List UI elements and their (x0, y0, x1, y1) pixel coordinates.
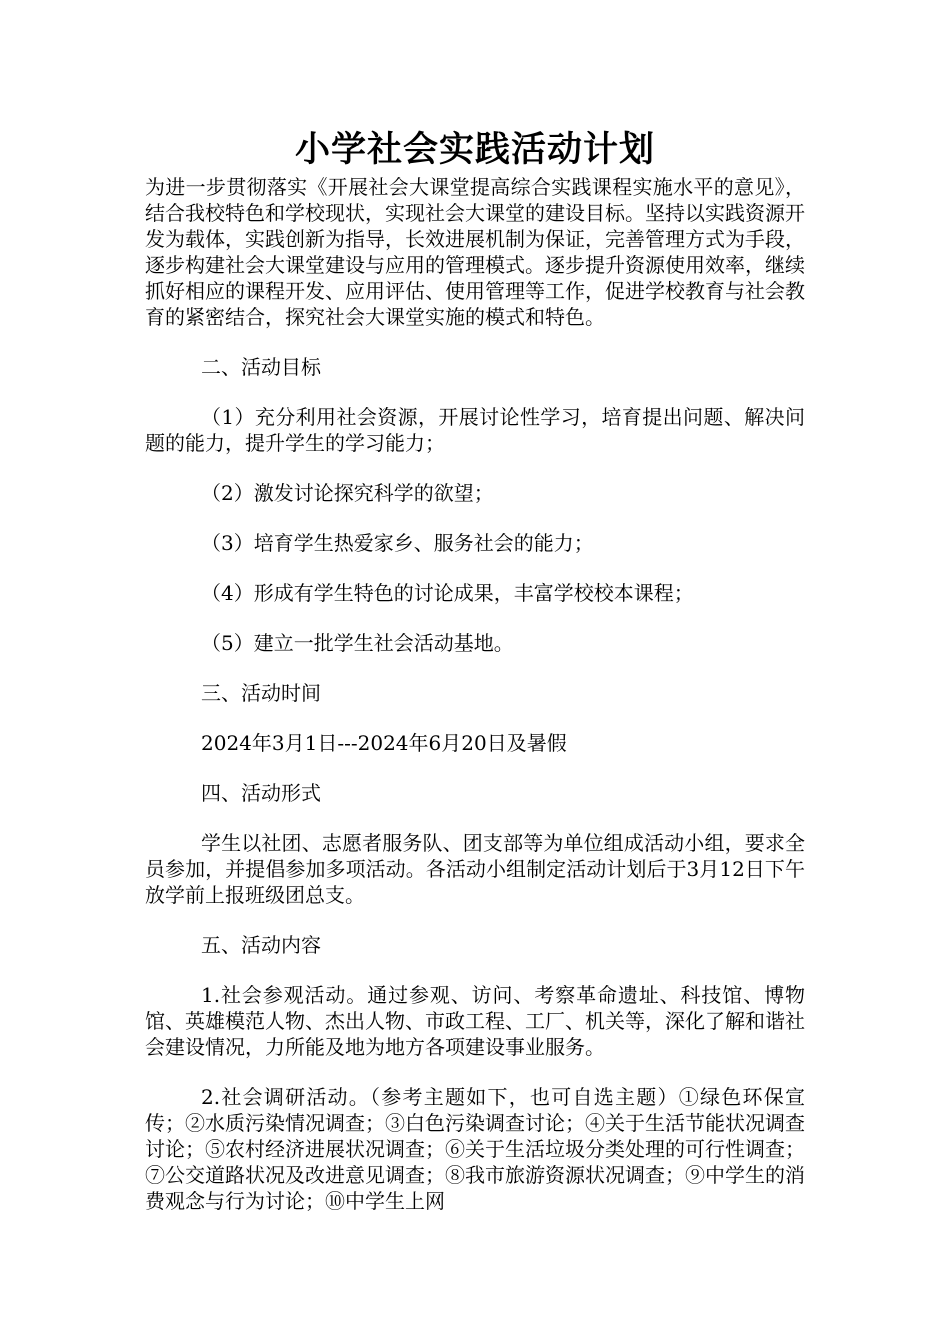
goal-item-1: （1）充分利用社会资源，开展讨论性学习，培育提出问题、解决问题的能力，提升学生的学习能力； (145, 405, 805, 455)
section-heading-time: 三、活动时间 (201, 681, 321, 705)
goal-item-4: （4）形成有学生特色的讨论成果，丰富学校校本课程； (201, 581, 694, 605)
time-paragraph: 2024年3月1日---2024年6月20日及暑假 (201, 731, 567, 755)
section-heading-content: 五、活动内容 (201, 933, 321, 957)
goal-item-3: （3）培育学生热爱家乡、服务社会的能力； (201, 531, 594, 555)
content-item-1: 1.社会参观活动。通过参观、访问、考察革命遗址、科技馆、博物馆、英雄模范人物、杰出人物、市政工程、工厂、机关等，深化了解和谐社会建设情况，力所能及地为地方各项建设事业服务。 (145, 983, 805, 1059)
section-heading-form: 四、活动形式 (201, 781, 321, 805)
intro-paragraph: 为进一步贯彻落实《开展社会大课堂提高综合实践课程实施水平的意见》，结合我校特色和学校现状，实现社会大课堂的建设目标。坚持以实践资源开发为载体，实践创新为指导，长效进展机制为保证，完善管理方式为手段，逐步构建社会大课堂建设与应用的管理模式。逐步提升资源使用效率，继续抓好相应的课程开发、应用评估、使用管理等工作，促进学校教育与社会教育的紧密结合，探究社会大课堂实施的模式和特色。 (145, 175, 805, 329)
section-heading-goals: 二、活动目标 (201, 355, 321, 379)
form-paragraph: 学生以社团、志愿者服务队、团支部等为单位组成活动小组，要求全员参加，并提倡参加多项活动。各活动小组制定活动计划后于3月12日下午放学前上报班级团总支。 (145, 831, 805, 907)
document-title: 小学社会实践活动计划 (294, 129, 655, 170)
goal-item-2: （2）激发讨论探究科学的欲望； (201, 481, 494, 505)
goal-item-5: （5）建立一批学生社会活动基地。 (201, 631, 514, 655)
document-body (145, 174, 805, 1214)
content-item-2: 2.社会调研活动。（参考主题如下，也可自选主题）①绿色环保宣传；②水质污染情况调查；③白色污染调查讨论；④关于生活节能状况调查讨论；⑤农村经济进展状况调查；⑥关于生活垃圾分类处理的可行性调查；⑦公交道路状况及改进意见调查；⑧我市旅游资源状况调查；⑨中学生的消费观念与行为讨论；⑩中学生上网 (145, 1085, 805, 1213)
